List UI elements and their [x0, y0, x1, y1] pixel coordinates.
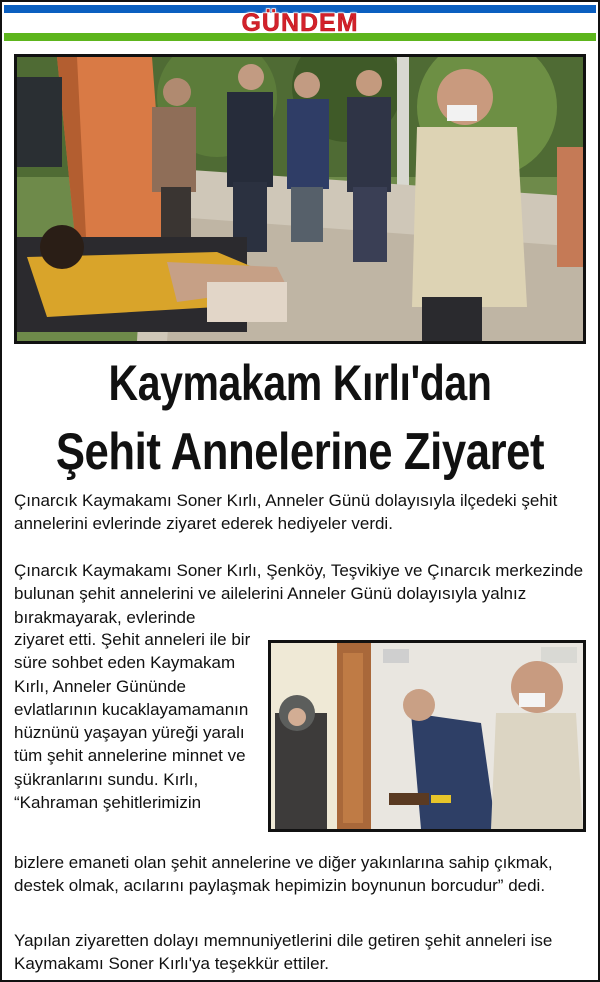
article-paragraph-5: Yapılan ziyaretten dolayı memnuniyetlerini dile getiren şehit anneleri ise Kaymakamı Soner Kırlı'ya teşekkür ettiler.: [14, 931, 553, 974]
main-photo: [14, 54, 586, 344]
photo-visit-outdoor-icon: [17, 57, 583, 341]
inset-photo: [268, 640, 586, 832]
headline-line-2: Şehit Annelerine Ziyaret: [55, 423, 545, 481]
article-paragraph-4: bizlere emaneti olan şehit annelerine ve diğer yakınlarına sahip çıkmak, destek olmak, acılarını paylaşmak hepimizin boynunun borcudur” dedi.: [14, 853, 553, 896]
headline-line-1: Kaymakam Kırlı'dan: [108, 355, 492, 411]
article-paragraph-2: Çınarcık Kaymakamı Soner Kırlı, Şenköy, Teşvikiye ve Çınarcık merkezinde bulunan şehit annelerini ve ailelerini Anneler Günü dolayısıyla yalnız bırakmayarak, evlerinde: [14, 561, 584, 627]
section-title: GÜNDEM: [241, 9, 359, 37]
article-paragraph-3: ziyaret etti. Şehit anneleri ile bir süre sohbet eden Kaymakam Kırlı, Anneler Gününde evlatlarının kucaklayamamanın hüznünü yaşayan yüreği yaralı tüm şehit annelerine minnet ve şükranlarını sundu. Kırlı, “Kahraman şehitlerimizin: [14, 630, 251, 813]
section-banner: [4, 5, 596, 41]
photo-visit-doorway-icon: [271, 643, 583, 829]
article-paragraph-1: Çınarcık Kaymakamı Soner Kırlı, Anneler Günü dolayısıyla ilçedeki şehit annelerini evlerinde ziyaret ederek hediyeler verdi.: [14, 491, 558, 534]
